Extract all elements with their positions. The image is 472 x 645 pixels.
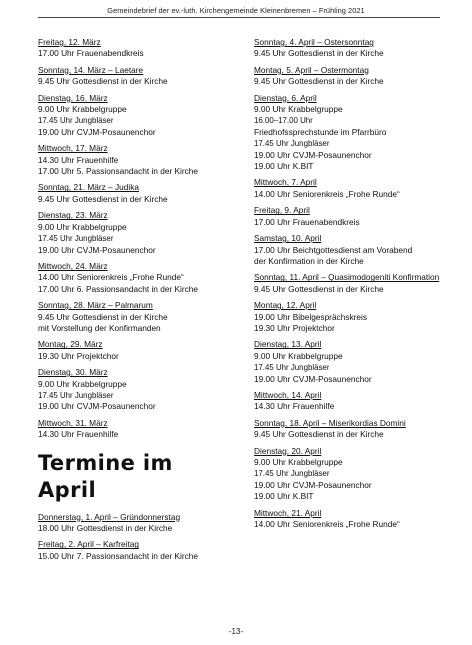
event-entry xyxy=(254,418,454,441)
event-entry xyxy=(254,65,454,88)
event-item: 17.00 Uhr 6. Passionsandacht in der Kirche xyxy=(38,283,199,294)
event-item: 19.00 Uhr Bibelgesprächskreis xyxy=(254,311,367,322)
event-entry xyxy=(254,446,454,503)
event-item: 9.00 Uhr Krabbelgruppe xyxy=(38,378,127,389)
event-date: Freitag, 9. April xyxy=(254,205,310,216)
event-date: Montag, 5. April – Ostermontag xyxy=(254,64,369,75)
event-item: 19.00 Uhr K.BIT xyxy=(254,161,314,172)
event-item: 9.00 Uhr Krabbelgruppe xyxy=(254,457,343,467)
event-date: Donnerstag, 1. April – Gründonnerstag xyxy=(38,511,181,522)
right-column xyxy=(254,37,454,535)
march-events xyxy=(38,37,243,441)
event-item: 15.00 Uhr 7. Passionsandacht in der Kirche xyxy=(38,550,199,561)
event-item: 14.30 Uhr Frauenhilfe xyxy=(38,429,119,440)
event-entry xyxy=(38,418,243,441)
event-item: 19.00 Uhr CVJM-Posaunenchor xyxy=(38,126,156,137)
event-date: Mittwoch, 31. März xyxy=(38,417,108,428)
event-item: 9.45 Uhr Gottesdienst in der Kirche xyxy=(254,76,384,87)
event-entry xyxy=(254,390,454,413)
event-date: Sonntag, 28. März – Palmarum xyxy=(38,300,153,311)
event-date: Sonntag, 14. März – Laetare xyxy=(38,64,144,75)
event-date: Sonntag, 21. März – Judika xyxy=(38,182,140,193)
event-item: 19.00 Uhr CVJM-Posaunenchor xyxy=(254,149,372,160)
event-entry xyxy=(254,300,454,334)
event-item: 17.00 Uhr 5. Passionsandacht in der Kirche xyxy=(38,166,199,177)
event-item: 17.00 Uhr Frauenabendkreis xyxy=(254,216,360,227)
event-date: Samstag, 10. April xyxy=(254,233,322,244)
event-entry xyxy=(38,300,243,334)
event-item: 17.45 Uhr Jungbläser xyxy=(38,116,114,126)
event-item: 19.00 Uhr CVJM-Posaunenchor xyxy=(38,244,156,255)
page-number: -13- xyxy=(228,627,244,636)
event-item: 19.30 Uhr Projektchor xyxy=(254,322,335,333)
event-entry xyxy=(38,367,243,413)
event-item: 9.45 Uhr Gottesdienst in der Kirche xyxy=(254,429,384,440)
event-date: Dienstag, 30. März xyxy=(38,367,108,378)
event-item: 14.00 Uhr Seniorenkreis „Frohe Runde“ xyxy=(254,519,400,530)
event-item: 14.00 Uhr Seniorenkreis „Frohe Runde“ xyxy=(38,272,184,283)
april-heading xyxy=(38,450,243,504)
event-item: 9.45 Uhr Gottesdienst in der Kirche xyxy=(38,311,168,322)
event-date: Dienstag, 16. März xyxy=(38,92,108,103)
event-entry xyxy=(38,339,243,362)
event-date: Sonntag, 4. April – Ostersonntag xyxy=(254,37,374,47)
event-date: Freitag, 2. April – Karfreitag xyxy=(38,539,139,550)
event-entry xyxy=(38,143,243,177)
event-item: 18.00 Uhr Gottesdienst in der Kirche xyxy=(38,523,173,533)
event-date: Montag, 29. März xyxy=(38,339,103,350)
event-entry xyxy=(38,37,243,60)
event-item: der Konfirmation in der Kirche xyxy=(254,255,364,266)
event-item: 19.00 Uhr CVJM-Posaunenchor xyxy=(38,401,156,412)
event-date: Mittwoch, 21. April xyxy=(254,507,322,518)
event-date: Sonntag, 11. April – Quasimodogeniti Konfirmation xyxy=(254,272,440,283)
event-entry xyxy=(254,93,454,173)
event-date: Mittwoch, 17. März xyxy=(38,143,108,154)
event-entry xyxy=(254,205,454,228)
event-item: 14.30 Uhr Frauenhilfe xyxy=(254,401,335,412)
event-item: 17.00 Uhr Beichtgottesdienst am Vorabend xyxy=(254,244,413,255)
event-date: Dienstag, 23. März xyxy=(38,210,108,221)
event-item: 19.00 Uhr CVJM-Posaunenchor xyxy=(254,373,372,384)
event-item: 17.45 Uhr Jungbläser xyxy=(254,139,330,149)
event-item: 9.45 Uhr Gottesdienst in der Kirche xyxy=(254,48,384,59)
event-entry xyxy=(254,233,454,267)
event-item: 17.45 Uhr Jungbläser xyxy=(38,390,114,400)
event-item: 16.00–17.00 Uhr xyxy=(254,116,313,126)
event-date: Sonntag, 18. April – Miserikordias Domini xyxy=(254,417,406,428)
event-entry xyxy=(38,539,243,562)
page-header: Gemeindebrief der ev.-luth. Kirchengemeinde Kleinenbremen – Frühling 2021 xyxy=(107,6,365,15)
event-item: 9.45 Uhr Gottesdienst in der Kirche xyxy=(38,76,168,87)
event-item: 14.00 Uhr Seniorenkreis „Frohe Runde“ xyxy=(254,188,400,199)
event-item: 17.45 Uhr Jungbläser xyxy=(38,234,114,244)
event-item: 9.45 Uhr Gottesdienst in der Kirche xyxy=(38,193,168,204)
event-item: Friedhofssprechstunde im Pfarrbüro xyxy=(254,126,387,137)
event-date: Freitag, 12. März xyxy=(38,37,101,47)
event-item: 9.45 Uhr Gottesdienst in der Kirche xyxy=(254,283,384,294)
event-date: Mittwoch, 7. April xyxy=(254,177,317,188)
event-entry xyxy=(38,261,243,295)
event-item: 9.00 Uhr Krabbelgruppe xyxy=(38,221,127,232)
event-entry xyxy=(38,182,243,205)
event-entry xyxy=(254,272,454,295)
april-heading-line2: April xyxy=(38,477,97,502)
event-entry xyxy=(254,339,454,385)
event-item: 19.30 Uhr Projektchor xyxy=(38,350,119,361)
left-column xyxy=(38,37,243,567)
event-item: 9.00 Uhr Krabbelgruppe xyxy=(254,350,343,361)
event-item: 9.00 Uhr Krabbelgruppe xyxy=(254,104,343,115)
event-item: 9.00 Uhr Krabbelgruppe xyxy=(38,104,127,115)
event-entry xyxy=(38,210,243,256)
event-item: 14.30 Uhr Frauenhilfe xyxy=(38,154,119,165)
april-events-continued xyxy=(254,37,454,530)
event-item: mit Vorstellung der Konfirmanden xyxy=(38,322,161,333)
event-date: Mittwoch, 14. April xyxy=(254,389,322,400)
event-item: 17.45 Uhr Jungbläser xyxy=(254,469,330,479)
event-date: Mittwoch, 24. März xyxy=(38,260,108,271)
event-item: 17.45 Uhr Jungbläser xyxy=(254,363,330,373)
event-entry xyxy=(38,93,243,139)
event-date: Montag, 12. April xyxy=(254,300,317,311)
april-events-start xyxy=(38,512,243,563)
event-item: 17.00 Uhr Frauenabendkreis xyxy=(38,48,144,59)
event-entry xyxy=(254,508,454,531)
event-date: Dienstag, 13. April xyxy=(254,339,322,350)
event-entry xyxy=(38,65,243,88)
event-item: 19.00 Uhr CVJM-Posaunenchor xyxy=(254,479,372,490)
event-item: 19.00 Uhr K.BIT xyxy=(254,491,314,502)
event-date: Dienstag, 6. April xyxy=(254,92,317,103)
event-entry xyxy=(254,37,454,60)
event-date: Dienstag, 20. April xyxy=(254,445,322,456)
event-entry xyxy=(254,177,454,200)
header-divider xyxy=(38,17,440,18)
event-entry xyxy=(38,512,243,535)
april-heading-line1: Termine im xyxy=(38,450,173,475)
